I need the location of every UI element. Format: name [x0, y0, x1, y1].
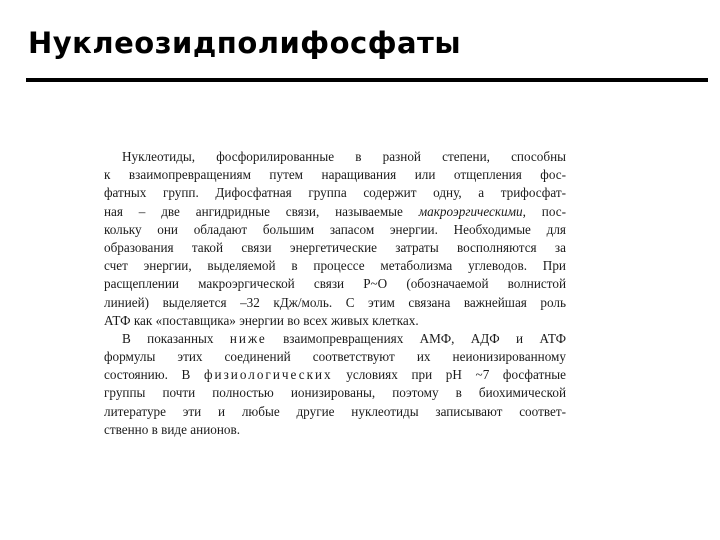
spaced-word: ниже — [229, 330, 267, 346]
text-line: счет энергии, выделяемой в процессе метаболизма углеводов. При — [104, 258, 566, 274]
spaced-word: физиологических — [203, 367, 333, 383]
text-line: группы почти полностью ионизированы, поэтому в биохимической — [104, 385, 566, 401]
text-line: линией) выделяется –32 кДж/моль. С этим связана важнейшая роль — [104, 294, 566, 310]
text-line: АТФ как «поставщика» энергии во всех живых клетках. — [104, 312, 419, 328]
text-line: ственно в виде анионов. — [104, 421, 241, 437]
text-line: образования такой связи энергетические затраты восполняются за — [104, 239, 566, 255]
text-line: расщеплении макроэргической связи Р~О (обозначаемой волнистой — [104, 276, 566, 292]
text-line — [104, 330, 566, 348]
text-line: фатных групп. Дифосфатная группа содержит одну, а трифосфат- — [104, 185, 566, 201]
italic-term: макроэргическими — [418, 203, 523, 219]
text-span: состоянию. В — [104, 367, 204, 383]
text-span: , пос- — [522, 203, 566, 219]
text-line — [104, 203, 566, 221]
text-line: литературе эти и любые другие нуклеотиды записывают соответ- — [104, 403, 566, 419]
text-line: Нуклеотиды, фосфорилированные в разной степени, способны — [122, 149, 566, 164]
title-underline — [26, 78, 708, 82]
slide-title: Нуклеозидполифосфаты — [28, 26, 462, 60]
text-span: ная – две ангидридные связи, называемые — [104, 203, 419, 219]
text-line: кольку они обладают большим запасом энергии. Необходимые для — [104, 221, 566, 237]
text-line: к взаимопревращениям путем наращивания или отщепления фос- — [104, 167, 566, 183]
text-span: взаимопревращениях АМФ, АДФ и АТФ — [266, 330, 566, 346]
text-line — [104, 366, 566, 384]
text-span: В показанных — [122, 330, 230, 346]
scanned-text-block — [104, 148, 566, 439]
text-span: условиях при рН ~7 фосфатные — [332, 367, 566, 383]
text-line: формулы этих соединений соответствуют их неионизированному — [104, 349, 566, 365]
